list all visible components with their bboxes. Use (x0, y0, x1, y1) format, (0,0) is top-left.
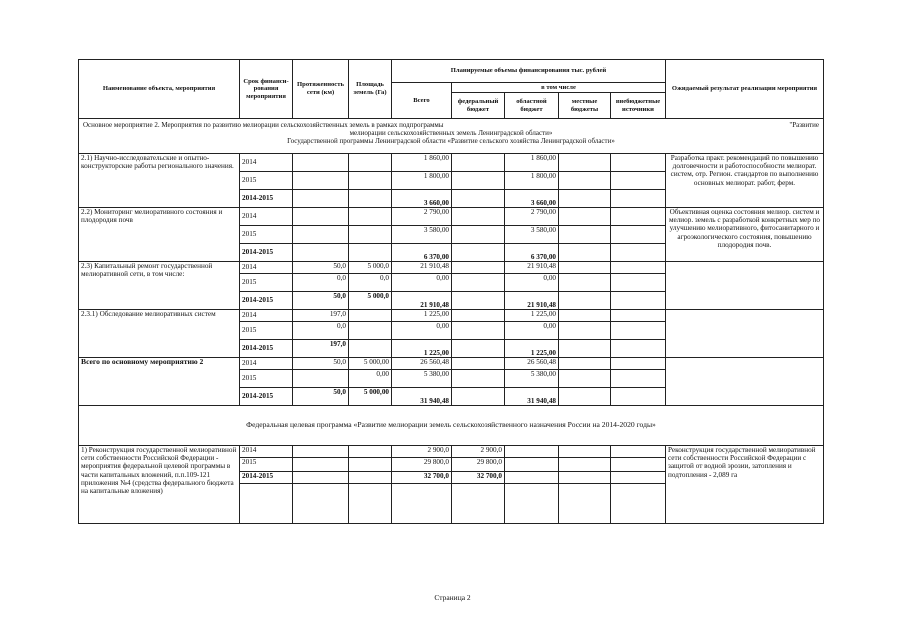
area-cell: 5 000,0 (349, 292, 392, 310)
offbudget-cell (611, 190, 666, 208)
header-row-1 (79, 60, 824, 83)
total-cell: 1 800,00 (392, 172, 452, 190)
fed-year-1: 2015 (240, 458, 293, 472)
area-cell: 5 000,00 (349, 358, 392, 370)
activity-name: Всего по основному мероприятию 2 (79, 358, 240, 406)
offbudget-cell (611, 292, 666, 310)
activity-name: 2.3.1) Обследование мелиоративных систем (79, 310, 240, 358)
col-header-offbudget: внебюджетные источники (611, 93, 666, 119)
regional-cell: 1 800,00 (505, 172, 559, 190)
regional-cell: 1 225,00 (505, 340, 559, 358)
length-cell (293, 190, 349, 208)
local-cell (559, 292, 611, 310)
federal-cell (452, 358, 505, 370)
federal-cell (452, 262, 505, 274)
col-header-term: Срок финанси-рования мероприятия (240, 60, 293, 119)
total-cell: 1 225,00 (392, 340, 452, 358)
offbudget-cell (611, 208, 666, 226)
federal-cell (452, 274, 505, 292)
federal-cell (452, 340, 505, 358)
regional-cell: 21 910,48 (505, 262, 559, 274)
col-header-including: в том числе (452, 83, 666, 93)
offbudget-cell (611, 358, 666, 370)
section-title-federal-program: Федеральная целевая программа «Развитие мелиорации земель сельскохозяйственного назначения России на 2014-2020 годы» (79, 406, 824, 446)
local-cell (559, 322, 611, 340)
group-4-row-0 (79, 358, 824, 370)
local-cell (559, 154, 611, 172)
offbudget-cell (611, 244, 666, 262)
group-2-row-0 (79, 262, 824, 274)
section-line-1: Основное мероприятие 2. Мероприятия по развитию мелиорации сельскохозяйственных земель в рамках подпрограммы (83, 121, 444, 129)
col-header-federal: федеральный бюджет (452, 93, 505, 119)
federal-cell (452, 370, 505, 388)
budget-table-page (78, 59, 824, 524)
local-cell (559, 262, 611, 274)
term-cell: 2014 (240, 262, 293, 274)
term-cell: 2015 (240, 370, 293, 388)
area-cell: 5 000,0 (349, 262, 392, 274)
col-header-regional: областной бюджет (505, 93, 559, 119)
federal-cell (452, 244, 505, 262)
local-cell (559, 310, 611, 322)
total-cell: 0,00 (392, 274, 452, 292)
col-header-length: Протяженность сети (км) (293, 60, 349, 119)
fed-year-0: 2014 (240, 446, 293, 458)
offbudget-cell (611, 154, 666, 172)
total-cell: 21 910,48 (392, 262, 452, 274)
length-cell: 50,0 (293, 292, 349, 310)
local-cell (559, 370, 611, 388)
section-line-1b: "Развитие (789, 121, 819, 129)
total-cell: 31 940,48 (392, 388, 452, 406)
section-line-2: мелиорации сельскохозяйственных земель Ленинградской области» (349, 129, 553, 137)
activity-result (666, 358, 824, 406)
local-cell (559, 388, 611, 406)
area-cell: 0,00 (349, 370, 392, 388)
regional-cell: 1 860,00 (505, 154, 559, 172)
total-cell: 3 660,00 (392, 190, 452, 208)
total-cell: 21 910,48 (392, 292, 452, 310)
length-cell (293, 370, 349, 388)
term-cell: 2015 (240, 322, 293, 340)
area-cell (349, 172, 392, 190)
local-cell (559, 274, 611, 292)
offbudget-cell (611, 370, 666, 388)
term-cell: 2015 (240, 226, 293, 244)
total-cell: 26 560,48 (392, 358, 452, 370)
length-cell (293, 226, 349, 244)
fed-row-0 (79, 446, 824, 458)
total-cell: 0,00 (392, 322, 452, 340)
activity-name: 2.1) Научно-исследовательские и опытно-конструкторские работы регионального значения. (79, 154, 240, 208)
offbudget-cell (611, 310, 666, 322)
local-cell (559, 172, 611, 190)
area-cell: 0,0 (349, 274, 392, 292)
area-cell (349, 226, 392, 244)
col-header-area: Площадь земель (Га) (349, 60, 392, 119)
fed-federal-2: 32 700,0 (452, 472, 505, 484)
fed-total-1: 29 800,0 (392, 458, 452, 472)
local-cell (559, 190, 611, 208)
activity-name: 2.2) Мониторинг мелиоративного состояния и плодородия почв (79, 208, 240, 262)
fed-activity-result: Реконструкция государственной мелиоративной сети собственности Российской Федерации с защитой от водной эрозии, затопления и подтопления - 2,089 га (666, 446, 824, 524)
offbudget-cell (611, 274, 666, 292)
term-cell: 2014-2015 (240, 190, 293, 208)
length-cell: 50,0 (293, 388, 349, 406)
section-title-main-activity (79, 119, 824, 154)
term-cell: 2014-2015 (240, 340, 293, 358)
fed-federal-0: 2 900,0 (452, 446, 505, 458)
activity-result: Объективная оценка состояния мелиор. систем и мелиор. земель с разработкой конкретных мер по улучшению мелиоративного, фитосанитарного и агроэкологического состояния, повышению плодородия почв. (666, 208, 824, 262)
term-cell: 2014 (240, 208, 293, 226)
term-cell: 2014-2015 (240, 244, 293, 262)
section-row-federal-program (79, 406, 824, 446)
length-cell: 197,0 (293, 340, 349, 358)
offbudget-cell (611, 340, 666, 358)
regional-cell: 2 790,00 (505, 208, 559, 226)
federal-cell (452, 292, 505, 310)
activity-result (666, 310, 824, 358)
activity-name: 2.3) Капитальный ремонт государственной мелиоративной сети, в том числе: (79, 262, 240, 310)
col-header-planned: Планируемые объемы финансирования тыс. рублей (392, 60, 666, 83)
length-cell: 0,0 (293, 274, 349, 292)
area-cell (349, 244, 392, 262)
col-header-name: Наименование объекта, мероприятия (79, 60, 240, 119)
fed-federal-1: 29 800,0 (452, 458, 505, 472)
federal-cell (452, 388, 505, 406)
area-cell (349, 190, 392, 208)
area-cell (349, 340, 392, 358)
fed-total-2: 32 700,0 (392, 472, 452, 484)
federal-cell (452, 154, 505, 172)
offbudget-cell (611, 172, 666, 190)
total-cell: 6 370,00 (392, 244, 452, 262)
regional-cell: 31 940,48 (505, 388, 559, 406)
term-cell: 2014 (240, 154, 293, 172)
length-cell: 50,0 (293, 358, 349, 370)
federal-cell (452, 190, 505, 208)
regional-cell: 21 910,48 (505, 292, 559, 310)
budget-table (78, 59, 824, 524)
total-cell: 1 860,00 (392, 154, 452, 172)
col-header-local: местные бюджеты (559, 93, 611, 119)
regional-cell: 3 580,00 (505, 226, 559, 244)
regional-cell: 26 560,48 (505, 358, 559, 370)
area-cell (349, 208, 392, 226)
offbudget-cell (611, 388, 666, 406)
total-cell: 5 380,00 (392, 370, 452, 388)
length-cell: 197,0 (293, 310, 349, 322)
local-cell (559, 244, 611, 262)
total-cell: 1 225,00 (392, 310, 452, 322)
col-header-total: Всего (392, 83, 452, 119)
federal-cell (452, 208, 505, 226)
regional-cell: 5 380,00 (505, 370, 559, 388)
page-number: Страница 2 (434, 593, 471, 602)
area-cell (349, 322, 392, 340)
federal-cell (452, 322, 505, 340)
total-cell: 2 790,00 (392, 208, 452, 226)
fed-total-0: 2 900,0 (392, 446, 452, 458)
offbudget-cell (611, 322, 666, 340)
length-cell: 0,0 (293, 322, 349, 340)
group-1-row-0 (79, 208, 824, 226)
offbudget-cell (611, 262, 666, 274)
area-cell (349, 310, 392, 322)
section-line-3: Государственной программы Ленинградской области «Развитие сельского хозяйства Ленинградской области» (287, 137, 615, 145)
activity-result: Разработка практ. рекомендаций по повышению долговечности и работоспособности мелиорат. систем, отр. Регион. стандартов по выполнению основных мелиорат. работ, ферм. (666, 154, 824, 208)
activity-result (666, 262, 824, 310)
fed-activity-name: 1) Реконструкция государственной мелиоративной сети собственности Российской Федерации - мероприятия федеральной целевой программы в части капитальных вложений, п.п.109-121 приложения №4 (средства федерального бюджета на капитальные вложения) (79, 446, 240, 524)
group-3-row-0 (79, 310, 824, 322)
col-header-result: Ожидаемый результат реализации мероприятия (666, 60, 824, 119)
regional-cell: 3 660,00 (505, 190, 559, 208)
local-cell (559, 340, 611, 358)
offbudget-cell (611, 226, 666, 244)
group-0-row-0 (79, 154, 824, 172)
length-cell: 50,0 (293, 262, 349, 274)
term-cell: 2015 (240, 172, 293, 190)
area-cell: 5 000,00 (349, 388, 392, 406)
activities-body (79, 154, 824, 406)
federal-cell (452, 310, 505, 322)
term-cell: 2014 (240, 358, 293, 370)
local-cell (559, 226, 611, 244)
regional-cell: 6 370,00 (505, 244, 559, 262)
local-cell (559, 358, 611, 370)
regional-cell: 0,00 (505, 322, 559, 340)
local-cell (559, 208, 611, 226)
length-cell (293, 244, 349, 262)
term-cell: 2014-2015 (240, 292, 293, 310)
total-cell: 3 580,00 (392, 226, 452, 244)
federal-cell (452, 172, 505, 190)
federal-cell (452, 226, 505, 244)
regional-cell: 1 225,00 (505, 310, 559, 322)
length-cell (293, 154, 349, 172)
length-cell (293, 208, 349, 226)
regional-cell: 0,00 (505, 274, 559, 292)
term-cell: 2014-2015 (240, 388, 293, 406)
section-row-main-activity (79, 119, 824, 154)
term-cell: 2014 (240, 310, 293, 322)
fed-year-2: 2014-2015 (240, 472, 293, 484)
length-cell (293, 172, 349, 190)
area-cell (349, 154, 392, 172)
term-cell: 2015 (240, 274, 293, 292)
